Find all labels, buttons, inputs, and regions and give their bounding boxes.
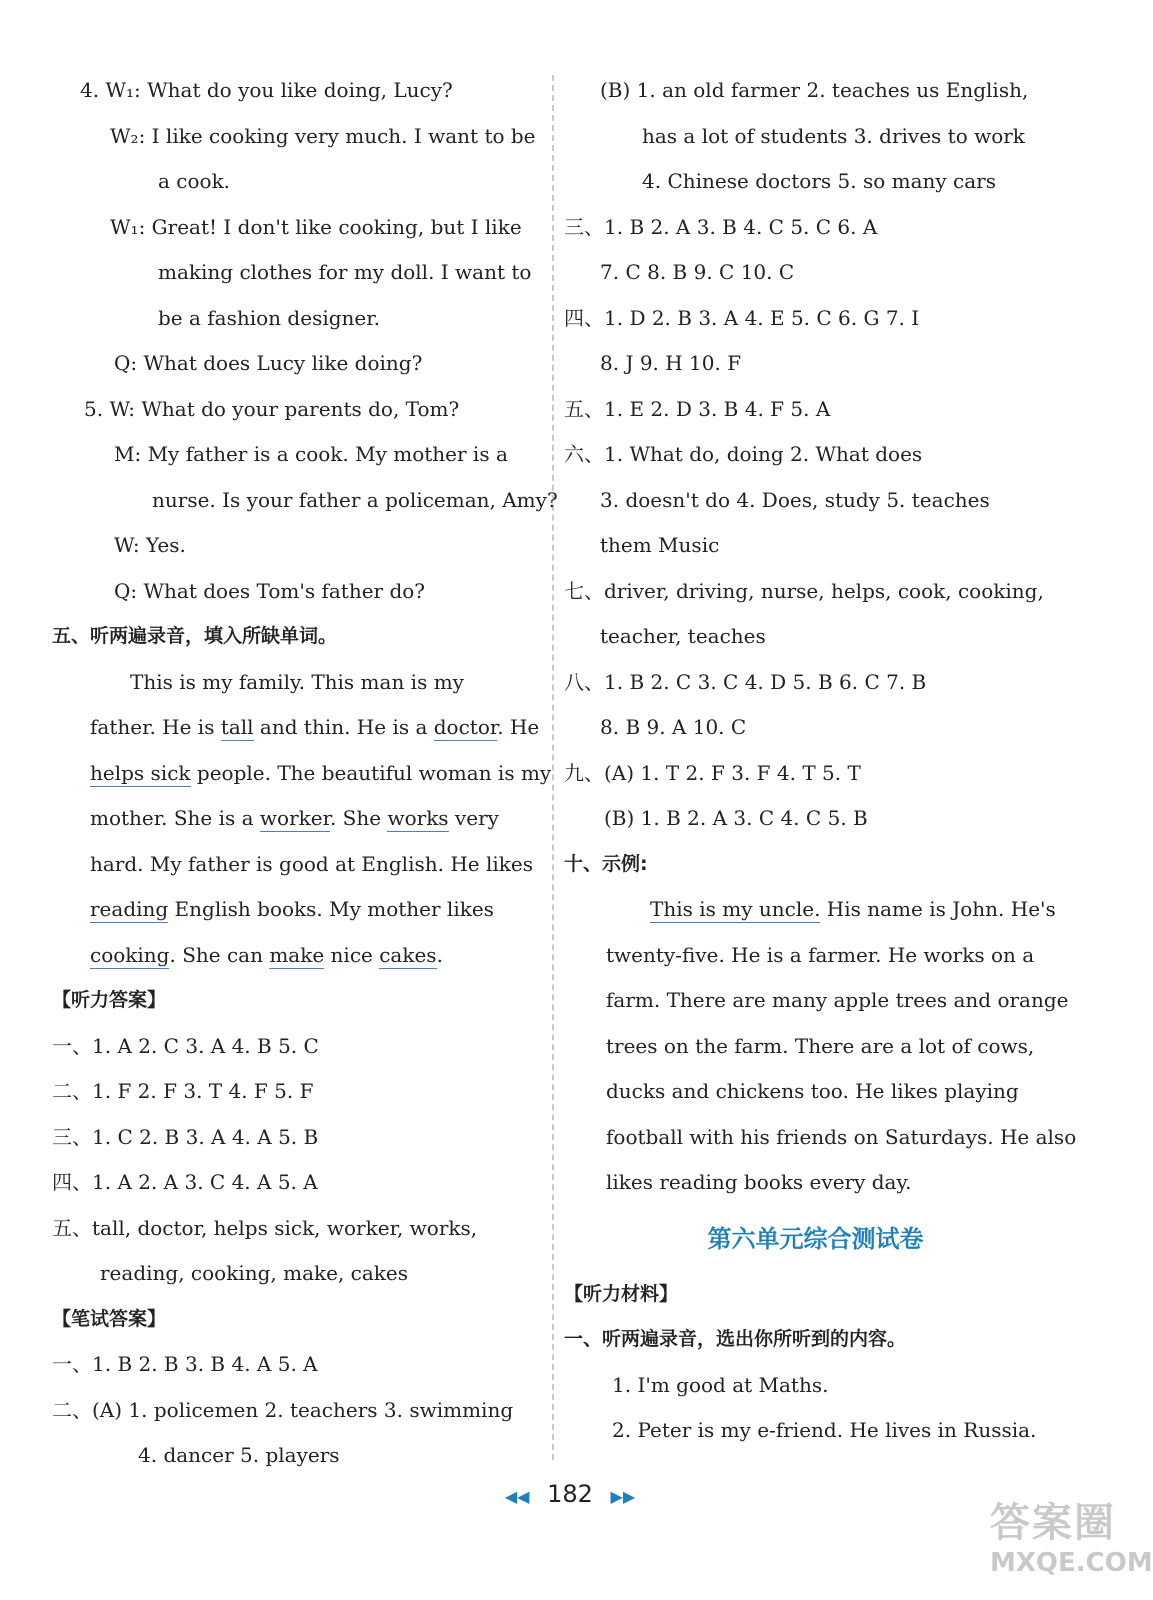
listening-answer-3: 三、1. C 2. B 3. A 4. A 5. B [52, 1124, 319, 1149]
watermark-en: MXQE.COM [990, 1548, 1153, 1578]
passage-line-2 [80, 705, 540, 751]
passage-text: people. The beautiful woman is my [190, 760, 552, 785]
dialogue-4-line-5: making clothes for my doll. I want to [158, 260, 532, 284]
dialogue-5-question: Q: What does Tom's father do? [114, 578, 426, 603]
listening-item-1: 1. I'm good at Maths. [612, 1372, 829, 1397]
dialogue-4-line-6: be a fashion designer. [158, 305, 380, 330]
answer-word: doctor [433, 715, 498, 739]
sample-essay-line-3: farm. There are many apple trees and orange [606, 988, 1069, 1012]
dialogue-4-line-4: W₁: Great! I don't like cooking, but I like [110, 214, 522, 239]
listening-section-1-heading: 一、听两遍录音，选出你所听到的内容。 [564, 1328, 907, 1350]
answer-word: worker [259, 806, 330, 830]
page-footer [0, 1480, 1140, 1508]
sample-essay-line-4: trees on the farm. There are a lot of cows, [606, 1033, 1035, 1058]
written-answer-4-cont: 8. J 9. H 10. F [600, 351, 742, 375]
watermark-logo [990, 1498, 1153, 1593]
listening-answers-heading: 【听力答案】 [52, 989, 167, 1011]
dialogue-5-line-4: W: Yes. [114, 533, 186, 557]
listening-answer-5: 五、tall, doctor, helps sick, worker, works, [52, 1215, 478, 1240]
dialogue-5-line-2: M: My father is a cook. My mother is a [114, 442, 508, 466]
listening-material-heading: 【听力材料】 [564, 1282, 679, 1305]
written-answer-3-cont: 7. C 8. B 9. C 10. C [600, 260, 795, 284]
written-answer-2b-cont-1: has a lot of students 3. drives to work [642, 123, 1025, 148]
dialogue-5-line-3: nurse. Is your father a policeman, Amy? [152, 487, 558, 512]
passage-text: . She [329, 806, 388, 830]
listening-answer-2: 二、1. F 2. F 3. T 4. F 5. F [52, 1079, 314, 1103]
dialogue-4-question: Q: What does Lucy like doing? [114, 351, 423, 375]
dialogue-4-line-3: a cook. [158, 169, 231, 193]
unit-title: 第六单元综合测试卷 [707, 1224, 924, 1253]
section-5-heading: 五、听两遍录音，填入所缺单词。 [52, 625, 338, 647]
passage-line-4 [80, 796, 530, 842]
passage-line-1: This is my family. This man is my [130, 669, 464, 694]
written-answer-4: 四、1. D 2. B 3. A 4. E 5. C 6. G 7. I [564, 305, 920, 330]
previous-page-icon[interactable]: ◀◀ [504, 1487, 530, 1506]
passage-text: and thin. He is a [253, 715, 434, 739]
passage-text: mother. She is a [90, 806, 260, 830]
written-answer-10-heading: 十、示例: [564, 852, 648, 875]
passage-line-3 [80, 751, 552, 797]
written-answer-6-cont-2: them Music [600, 533, 720, 557]
written-answer-7-cont: teacher, teaches [600, 624, 766, 648]
passage-text: . She can [169, 942, 270, 967]
written-answer-6: 六、1. What do, doing 2. What does [564, 442, 923, 466]
written-answers-heading: 【笔试答案】 [52, 1307, 167, 1330]
passage-text: very [448, 806, 499, 830]
written-answer-2a-cont: 4. dancer 5. players [138, 1443, 340, 1467]
answer-word: make [269, 942, 325, 967]
written-answer-2b: (B) 1. an old farmer 2. teaches us English, [600, 78, 1029, 102]
left-column [52, 68, 558, 1479]
written-answer-8: 八、1. B 2. C 3. C 4. D 5. B 6. C 7. B [564, 669, 927, 694]
page-number: 182 [547, 1480, 593, 1508]
right-column [564, 68, 1077, 1454]
written-answer-3: 三、1. B 2. A 3. B 4. C 5. C 6. A [564, 214, 878, 239]
passage-text: English books. My mother likes [168, 897, 494, 921]
dialogue-4-line-1: 4. W₁: What do you like doing, Lucy? [80, 78, 453, 102]
next-page-icon[interactable]: ▶▶ [610, 1487, 636, 1506]
sample-essay-line-7: likes reading books every day. [606, 1170, 912, 1194]
listening-answer-1: 一、1. A 2. C 3. A 4. B 5. C [52, 1033, 319, 1058]
passage-text: nice [324, 942, 380, 967]
passage-line-5: hard. My father is good at English. He likes [90, 851, 533, 876]
column-divider [552, 75, 554, 1460]
listening-item-2: 2. Peter is my e-friend. He lives in Russia. [612, 1418, 1037, 1442]
dialogue-4-line-2: W₂: I like cooking very much. I want to be [110, 123, 536, 148]
written-answer-9b: (B) 1. B 2. A 3. C 4. C 5. B [604, 806, 868, 830]
listening-answer-4: 四、1. A 2. A 3. C 4. A 5. A [52, 1170, 318, 1194]
written-answer-7: 七、driver, driving, nurse, helps, cook, cooking, [564, 578, 1044, 603]
passage-line-7 [80, 933, 530, 979]
answer-word: reading [90, 897, 169, 921]
written-answer-9a: 九、(A) 1. T 2. F 3. F 4. T 5. T [564, 760, 861, 785]
passage-text: . [436, 942, 443, 967]
written-answer-2a: 二、(A) 1. policemen 2. teachers 3. swimming [52, 1397, 514, 1422]
essay-text: His name is John. He's [820, 897, 1056, 921]
passage-line-6 [80, 887, 530, 933]
written-answer-5: 五、1. E 2. D 3. B 4. F 5. A [564, 396, 831, 421]
written-answer-2b-cont-2: 4. Chinese doctors 5. so many cars [642, 169, 996, 193]
sample-essay-line-1 [578, 887, 1056, 933]
listening-answer-5-cont: reading, cooking, make, cakes [100, 1261, 409, 1285]
dialogue-5-line-1: 5. W: What do your parents do, Tom? [84, 396, 460, 421]
answer-word: helps sick [90, 760, 191, 785]
written-answer-1: 一、1. B 2. B 3. B 4. A 5. A [52, 1352, 318, 1376]
passage-text: . He [497, 715, 540, 739]
answer-word: cakes [379, 942, 437, 967]
answer-word: cooking [90, 942, 170, 967]
passage-text: father. He is [90, 715, 221, 739]
answer-word: tall [220, 715, 254, 739]
written-answer-6-cont-1: 3. doesn't do 4. Does, study 5. teaches [600, 487, 990, 512]
sample-essay-line-6: football with his friends on Saturdays. He also [606, 1124, 1077, 1149]
watermark-cn: 答案圈 [990, 1500, 1116, 1546]
sample-essay-line-2: twenty-five. He is a farmer. He works on a [606, 942, 1035, 967]
written-answer-8-cont: 8. B 9. A 10. C [600, 715, 747, 739]
sample-essay-line-5: ducks and chickens too. He likes playing [606, 1079, 1019, 1103]
answer-word: works [387, 806, 449, 830]
essay-opening: This is my uncle. [650, 897, 821, 921]
